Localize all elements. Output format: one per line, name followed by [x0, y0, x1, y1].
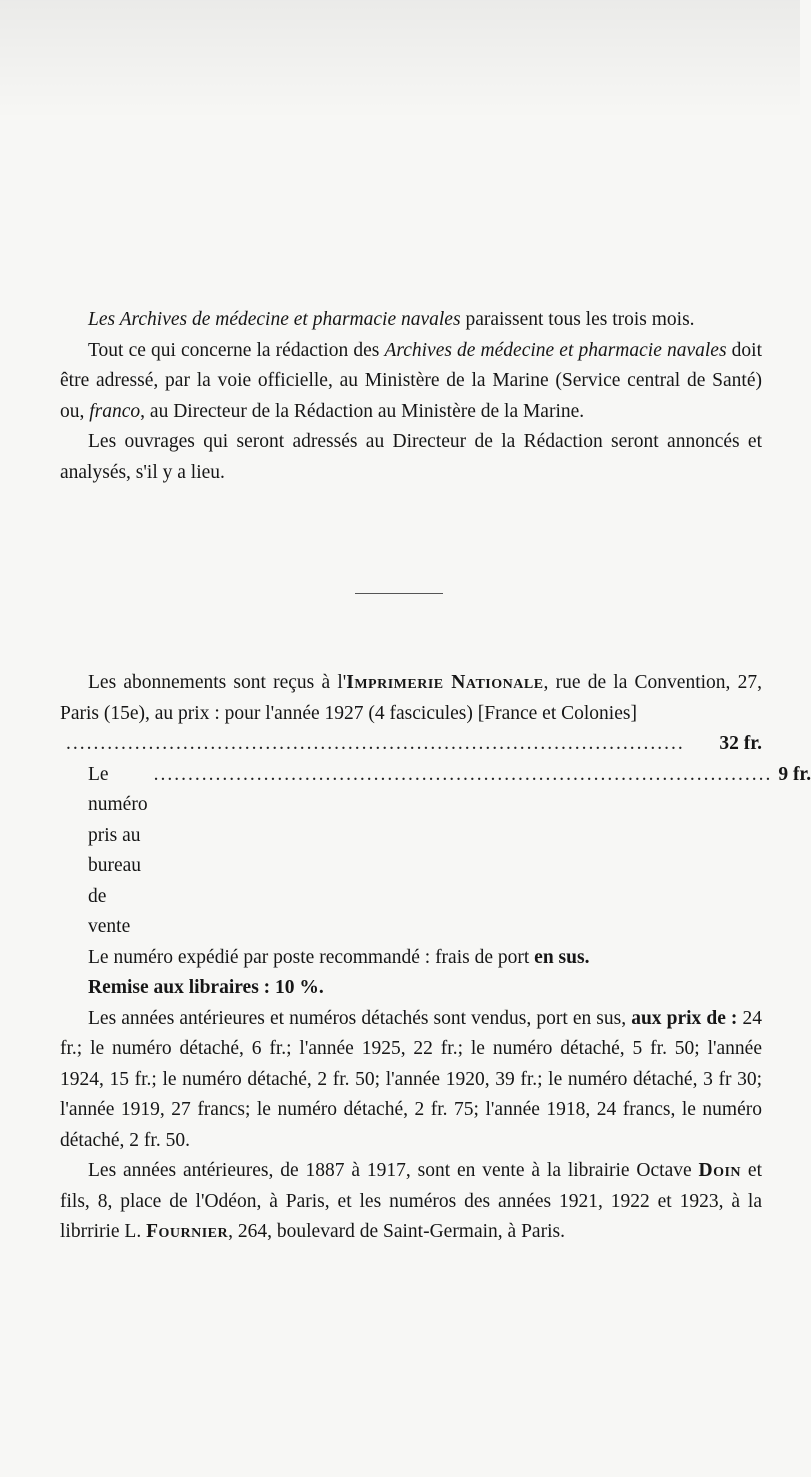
- section-divider: [355, 593, 443, 594]
- annual-price: 32 fr.: [719, 733, 762, 754]
- older-mid: et fils, 8, place de l'Odéon, à Paris, et les numéros des années 1921, 1922 et 1923, à la librririe L.: [60, 1160, 762, 1242]
- leader-dots: ..........................................................................................: [66, 733, 685, 754]
- remise-line: [60, 973, 762, 1004]
- anterior-prices-2: aux prix de :: [631, 1007, 743, 1029]
- subscription-intro: [60, 668, 762, 729]
- remise-value: 10 %.: [275, 977, 324, 998]
- anterior-prices-1: Les années antérieures et numéros détachés sont vendus, port en sus,: [88, 1007, 632, 1029]
- anterior-prices: [60, 1004, 762, 1157]
- notice-p2-start: Tout ce qui concerne la rédaction des: [88, 339, 385, 361]
- notice-p1-text: paraissent tous les trois mois.: [460, 309, 695, 330]
- notice-p2-mid: doit être adressé, par la voie officielle, au Ministère de la Marine (Service central de Santé) ou,: [60, 339, 762, 422]
- notice-paragraph-1: [60, 305, 762, 336]
- bureau-price: 9 fr.: [778, 763, 811, 785]
- bureau-line: [60, 760, 811, 943]
- anterior-prices-3: 24 fr.; le numéro détaché, 6 fr.; l'année 1925, 22 fr.; le numéro détaché, 5 fr. 50; l'année 1924, 15 fr.; le numéro détaché, 2 fr. 50; l'année 1920, 39 fr.; le numéro détaché, 3 fr 30; l'année 1919, 27 francs; le numéro détaché, 2 fr. 75; l'année 1918, 24 francs, le numéro détaché, 2 fr. 50.: [60, 1007, 762, 1151]
- doin-name: Doin: [698, 1160, 742, 1181]
- older-years: [60, 1156, 762, 1248]
- leader-dots: ..........................................................................................: [153, 763, 773, 785]
- notice-paragraph-3: Les ouvrages qui seront adressés au Directeur de la Rédaction seront annoncés et analysés, s'il y a lieu.: [60, 431, 762, 483]
- journal-title: Les Archives de médecine et pharmacie navales: [88, 309, 461, 330]
- poste-bold: en sus.: [534, 946, 590, 968]
- scan-noise: [0, 0, 800, 120]
- subscription-intro-end: , rue de la Convention, 27, Paris (15e), au prix : pour l'année 1927 (4 fascicules) [France et Colonies]: [60, 672, 762, 724]
- journal-title-2: Archives de médecine et pharmacie navales: [384, 339, 727, 361]
- imprimerie-name: Imprimerie Nationale: [346, 672, 544, 693]
- notice-p2-end: , au Directeur de la Rédaction au Ministère de la Marine.: [140, 400, 585, 422]
- subscriptions-section: [60, 668, 811, 1248]
- subscription-intro-start: Les abonnements sont reçus à l': [88, 672, 347, 693]
- remise-label: Remise aux libraires :: [88, 977, 276, 998]
- notice-paragraph-2: [60, 336, 762, 428]
- fournier-name: Fournier: [146, 1221, 229, 1242]
- poste-line: [60, 943, 762, 974]
- older-start: Les années antérieures, de 1887 à 1917, sont en vente à la librairie Octave: [88, 1160, 699, 1181]
- notice-section: [60, 305, 762, 488]
- annual-price-line: [60, 729, 762, 760]
- poste-start: Le numéro expédié par poste recommandé : frais de port: [88, 946, 535, 968]
- older-end: , 264, boulevard de Saint-Germain, à Paris.: [228, 1221, 565, 1242]
- franco-word: franco: [89, 400, 141, 422]
- bureau-label: Le numéro pris au bureau de vente: [88, 763, 148, 937]
